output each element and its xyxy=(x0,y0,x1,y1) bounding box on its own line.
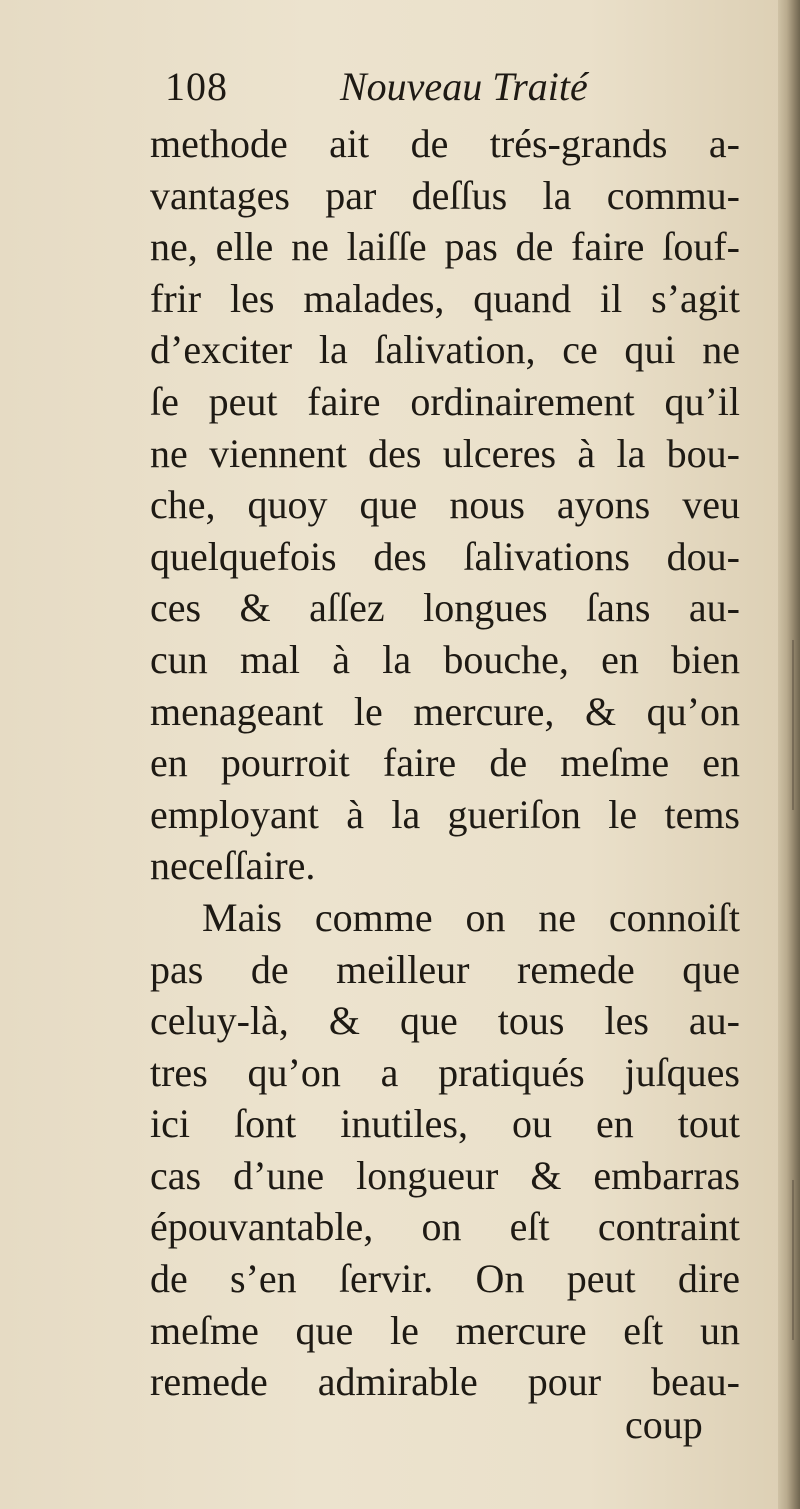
text-line: quelquefois des ſalivations dou- xyxy=(150,533,740,579)
catchword: coup xyxy=(625,1402,703,1447)
text-line: ici ſont inutiles, ou en tout xyxy=(150,1101,740,1147)
page-number: 108 xyxy=(165,64,228,109)
body-text xyxy=(150,118,740,1408)
paragraph-2 xyxy=(150,892,740,1408)
text-line: d’exciter la ſalivation, ce qui ne xyxy=(150,327,740,373)
text-line: menageant le mercure, & qu’on xyxy=(150,688,740,734)
page-header xyxy=(165,62,725,112)
text-line: frir les malades, quand il s’agit xyxy=(150,275,740,321)
text-line: celuy-là, & que tous les au- xyxy=(150,998,740,1044)
text-line: pas de meilleur remede que xyxy=(150,946,740,992)
text-line: vantages par deſſus la commu- xyxy=(150,172,740,218)
text-line: cas d’une longueur & embarras xyxy=(150,1152,740,1198)
text-line: épouvantable, on eſt contraint xyxy=(150,1204,740,1250)
running-title: Nouveau Traité xyxy=(340,64,588,109)
text-line: methode ait de trés-grands a- xyxy=(150,121,740,166)
text-line: tres qu’on a pratiqués juſques xyxy=(150,1049,740,1095)
text-line: employant à la gueriſon le tems xyxy=(150,791,740,837)
text-line: cun mal à la bouche, en bien xyxy=(150,636,740,682)
text-line: che, quoy que nous ayons veu xyxy=(150,482,740,528)
text-line: de s’en ſervir. On peut dire xyxy=(150,1256,740,1302)
text-line: Mais comme on ne connoiſt xyxy=(202,894,740,940)
text-line: ces & aſſez longues ſans au- xyxy=(150,585,740,631)
text-line: ne viennent des ulceres à la bou- xyxy=(150,430,740,476)
text-line: remede admirable pour beau- xyxy=(150,1359,740,1405)
page-edge xyxy=(778,0,800,1509)
paragraph-1 xyxy=(150,118,740,892)
edge-shadow-line xyxy=(792,1180,794,1340)
text-line: meſme que le mercure eſt un xyxy=(150,1307,740,1353)
text-line: neceſſaire. xyxy=(150,843,316,889)
edge-shadow-line xyxy=(792,640,794,810)
text-line: ne, elle ne laiſſe pas de faire ſouf- xyxy=(150,224,740,270)
text-line: ſe peut faire ordinairement qu’il xyxy=(150,378,740,424)
text-line: en pourroit faire de meſme en xyxy=(150,740,740,786)
